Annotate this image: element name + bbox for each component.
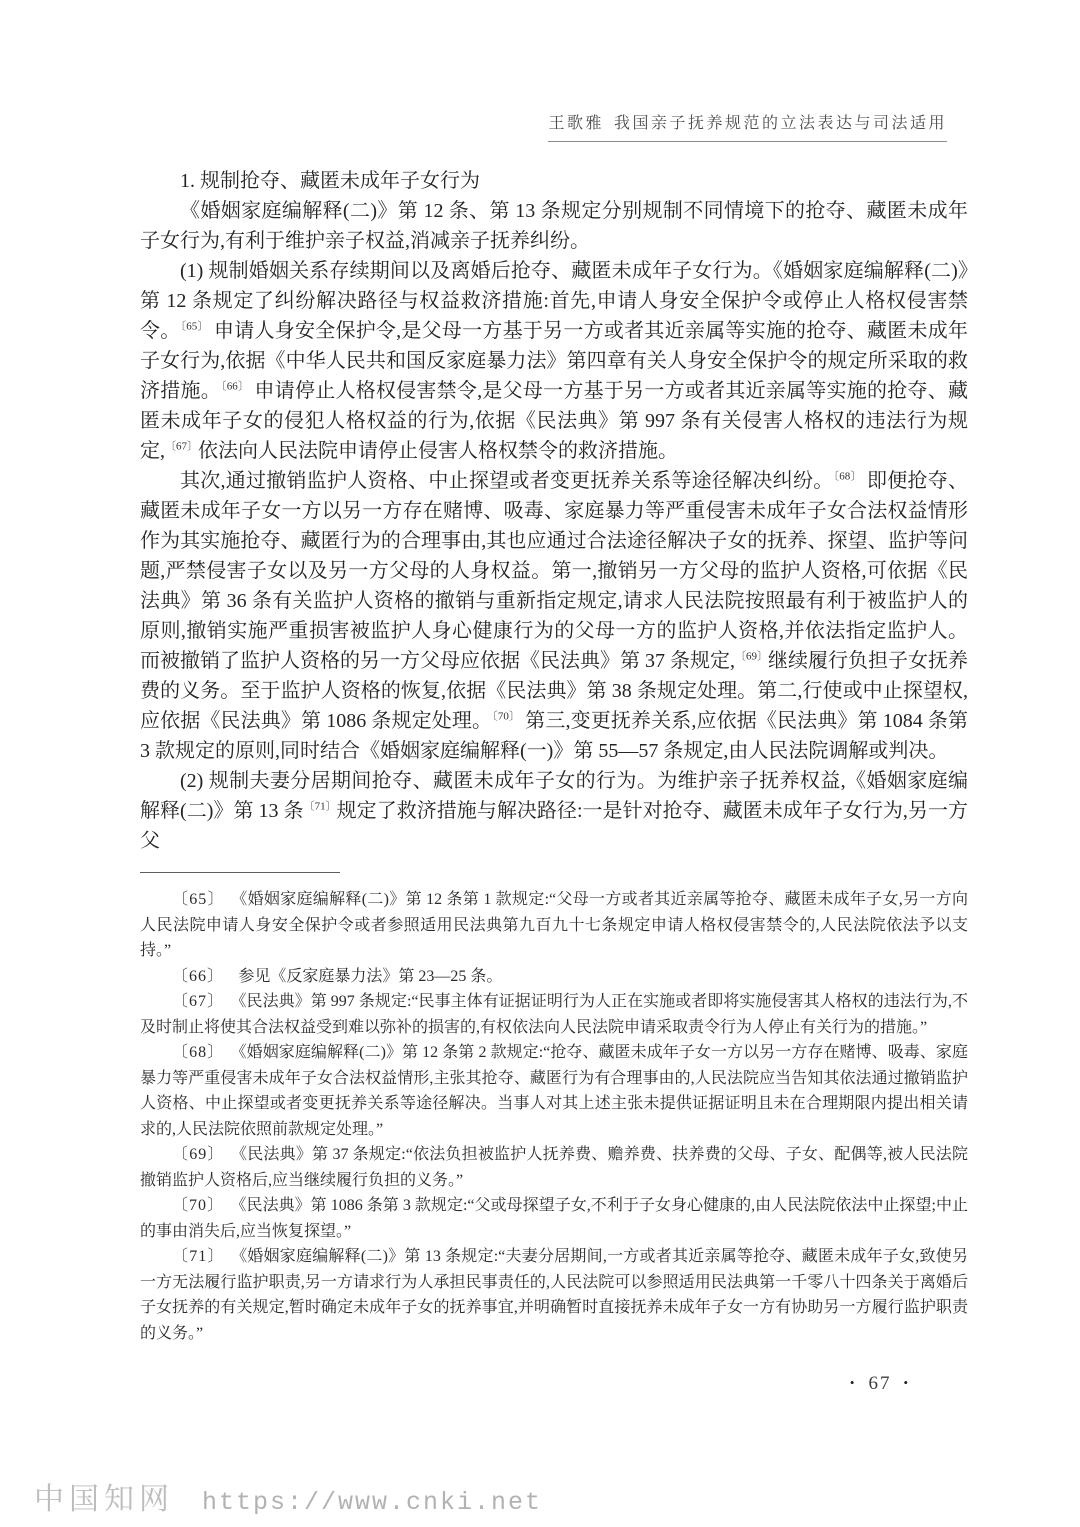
footnote-item: 〔71〕 《婚姻家庭编解释(二)》第 13 条规定:“夫妻分居期间,一方或者其近亲属等抢夺、藏匿未成年子女,致使另一方无法履行监护职责,另一方请求行为人承担民事责任的,人民法院可以参照适用民法典第一千零八十四条关于离婚后子女抚养的有关规定,暂时确定未成年子女的抚养事宜,并明确暂时直接抚养未成年子女一方有协助另一方履行监护职责的义务。”: [140, 1248, 968, 1342]
running-header: [548, 110, 947, 142]
footnote-item: 〔65〕 《婚姻家庭编解释(二)》第 12 条第 1 款规定:“父母一方或者其近亲属等抢夺、藏匿未成年子女,另一方向人民法院申请人身安全保护令或者参照适用民法典第九百九十七条规定申请人格权侵害禁令的,人民法院依法予以支持。”: [140, 891, 968, 959]
footnote-ref: 〔69〕: [735, 650, 768, 663]
page-number-left-bullet: •: [849, 1375, 857, 1390]
footnote-item: 〔67〕 《民法典》第 997 条规定:“民事主体有证据证明行为人正在实施或者即将实施侵害其人格权的违法行为,不及时制止将使其合法权益受到难以弥补的损害的,有权依法向人民法院申请采取责令行为人停止有关行为的措施。”: [140, 993, 968, 1036]
body-paragraph: 1. 规制抢夺、藏匿未成年子女行为: [180, 170, 480, 192]
footnote-number: 〔69〕: [172, 1146, 225, 1163]
page-number-value: 67: [868, 1373, 892, 1394]
footnote-item: 〔69〕 《民法典》第 37 条规定:“依法负担被监护人抚养费、赡养费、扶养费的父母、子女、配偶等,被人民法院撤销监护人资格后,应当继续履行负担的义务。”: [140, 1146, 968, 1189]
body-paragraph: (1) 规制婚姻关系存续期间以及离婚后抢夺、藏匿未成年子女行为。《婚姻家庭编解释(二)》第 12 条规定了纠纷解决路径与权益救济措施:首先,申请人身安全保护令或停止人格权侵害禁令。$^{〔65〕}$ 申请人身安全保护令,是父母一方基于另一方或者其近亲属等实施的抢夺、藏匿未成年子女行为,依据《中华人民共和国反家庭暴力法》第四章有关人身安全保护令的规定所采取的救济措施。$^{〔66〕}$ 申请停止人格权侵害禁令,是父母一方基于另一方或者其近亲属等实施的抢夺、藏匿未成年子女的侵犯人格权益的行为,依据《民法典》第 997 条有关侵害人格权的违法行为规定,$^{〔67〕}$依法向人民法院申请停止侵害人格权禁令的救济措施。: [140, 260, 969, 462]
footnote-item: 〔70〕 《民法典》第 1086 条第 3 款规定:“父或母探望子女,不利于子女身心健康的,由人民法院依法中止探望;中止的事由消失后,应当恢复探望。”: [140, 1197, 968, 1240]
body-paragraph: (2) 规制夫妻分居期间抢夺、藏匿未成年子女的行为。为维护亲子抚养权益,《婚姻家庭编解释(二)》第 13 条$^{〔71〕}$规定了救济措施与解决路径:一是针对抢夺、藏匿未成年子女行为,另一方父: [140, 770, 969, 852]
footnote-ref: 〔71〕: [303, 800, 337, 813]
footnote-item: 〔66〕 参见《反家庭暴力法》第 23—25 条。: [172, 967, 503, 985]
header-title: 我国亲子抚养规范的立法表达与司法适用: [613, 115, 947, 132]
footnotes: [140, 887, 968, 1346]
footnote-ref: 〔68〕: [833, 470, 862, 483]
footnote-ref: 〔70〕: [492, 710, 521, 723]
footnote-ref: 〔67〕: [165, 440, 198, 453]
footnote-number: 〔67〕: [172, 993, 225, 1010]
body-text: [140, 166, 968, 856]
footnote-number: 〔68〕: [172, 1044, 225, 1061]
header-author: 王歌雅: [548, 115, 604, 132]
footnote-number: 〔66〕: [172, 967, 225, 985]
body-paragraph: 《婚姻家庭编解释(二)》第 12 条、第 13 条规定分别规制不同情境下的抢夺、藏匿未成年子女行为,有利于维护亲子权益,消减亲子抚养纠纷。: [140, 200, 968, 252]
text-column: [140, 166, 968, 1346]
watermark-site-name: 中国知网: [34, 1483, 174, 1516]
page-number: [838, 1373, 922, 1395]
watermark-url: https://www.cnki.net: [202, 1488, 543, 1517]
page-number-right-bullet: •: [903, 1375, 910, 1390]
footnote-number: 〔70〕: [172, 1197, 225, 1214]
footnote-number: 〔71〕: [172, 1248, 225, 1265]
cnki-watermark: [34, 1474, 542, 1518]
footnote-item: 〔68〕 《婚姻家庭编解释(二)》第 12 条第 2 款规定:“抢夺、藏匿未成年子女一方以另一方存在赌博、吸毒、家庭暴力等严重侵害未成年子女合法权益情形,主张其抢夺、藏匿行为有合理事由的,人民法院应当告知其依法通过撤销监护人资格、中止探望或者变更抚养关系等途径解决。当事人对其上述主张未提供证据证明且未在合理期限内提出相关请求的,人民法院依照前款规定处理。”: [140, 1044, 968, 1138]
footnote-ref: 〔66〕: [220, 380, 250, 393]
footnote-number: 〔65〕: [172, 891, 225, 908]
running-header-text: [548, 110, 947, 142]
body-paragraph: 其次,通过撤销监护人资格、中止探望或者变更抚养关系等途径解决纠纷。$^{〔68〕}$ 即便抢夺、藏匿未成年子女一方以另一方存在赌博、吸毒、家庭暴力等严重侵害未成年子女合法权益情形作为其实施抢夺、藏匿行为的合理事由,其也应通过合法途径解决子女的抚养、探望、监护等问题,严禁侵害子女以及另一方父母的人身权益。第一,撤销另一方父母的监护人资格,可依据《民法典》第 36 条有关监护人资格的撤销与重新指定规定,请求人民法院按照最有利于被监护人的原则,撤销实施严重损害被监护人身心健康行为的父母一方的监护人资格,并依法指定监护人。而被撤销了监护人资格的另一方父母应依据《民法典》第 37 条规定,$^{〔69〕}$继续履行负担子女抚养费的义务。至于监护人资格的恢复,依据《民法典》第 38 条规定处理。第二,行使或中止探望权,应依据《民法典》第 1086 条规定处理。$^{〔70〕}$ 第三,变更抚养关系,应依据《民法典》第 1084 条第 3 款规定的原则,同时结合《婚姻家庭编解释(一)》第 55—57 条规定,由人民法院调解或判决。: [140, 470, 969, 762]
footnote-separator: [140, 872, 340, 873]
footnote-ref: 〔65〕: [180, 320, 209, 333]
